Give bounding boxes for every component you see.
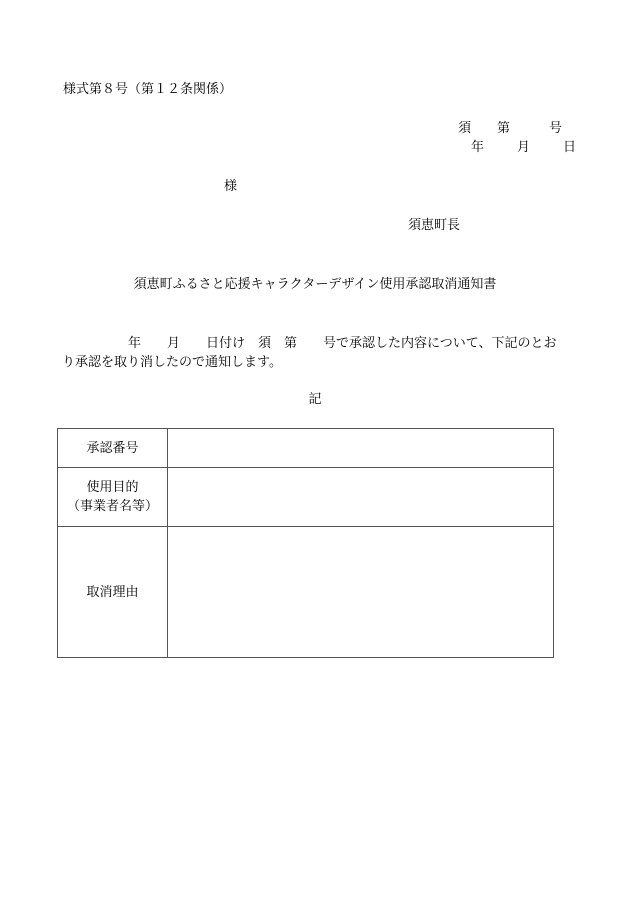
table-row-purpose bbox=[58, 468, 554, 527]
recipient-line: 様 bbox=[224, 179, 238, 194]
table-row-cancel-reason bbox=[58, 527, 554, 658]
reference-dai: 第 bbox=[497, 121, 511, 136]
cancel-reason-label: 取消理由 bbox=[58, 527, 168, 658]
purpose-label-line-2: （事業者名等） bbox=[66, 499, 158, 514]
form-number: 様式第８号（第１２条関係） bbox=[63, 82, 233, 97]
date-month: 月 bbox=[517, 140, 531, 155]
approval-number-value bbox=[168, 429, 554, 468]
notice-body-line-2: り承認を取り消したので通知します。 bbox=[62, 355, 282, 370]
purpose-label-line-1: 使用目的 bbox=[86, 480, 139, 495]
reference-number-line bbox=[458, 122, 562, 135]
table-row-approval-number bbox=[58, 429, 554, 468]
ki-heading: 記 bbox=[308, 392, 322, 407]
reference-prefix: 須 bbox=[458, 121, 472, 136]
purpose-label bbox=[58, 468, 168, 527]
notice-body-line-1: 年 月 日付け 須 第 号で承認した内容について、下記のとお bbox=[63, 336, 557, 351]
details-table bbox=[57, 428, 554, 658]
notice-body bbox=[63, 334, 573, 372]
issuer-name: 須恵町長 bbox=[408, 218, 461, 233]
document-title: 須恵町ふるさと応援キャラクターデザイン使用承認取消通知書 bbox=[133, 277, 497, 292]
cancel-reason-value bbox=[168, 527, 554, 658]
purpose-value bbox=[168, 468, 554, 527]
date-year: 年 bbox=[471, 140, 485, 155]
issue-date-line bbox=[471, 141, 576, 154]
reference-go: 号 bbox=[549, 121, 563, 136]
approval-number-label: 承認番号 bbox=[58, 429, 168, 468]
date-day: 日 bbox=[563, 140, 577, 155]
